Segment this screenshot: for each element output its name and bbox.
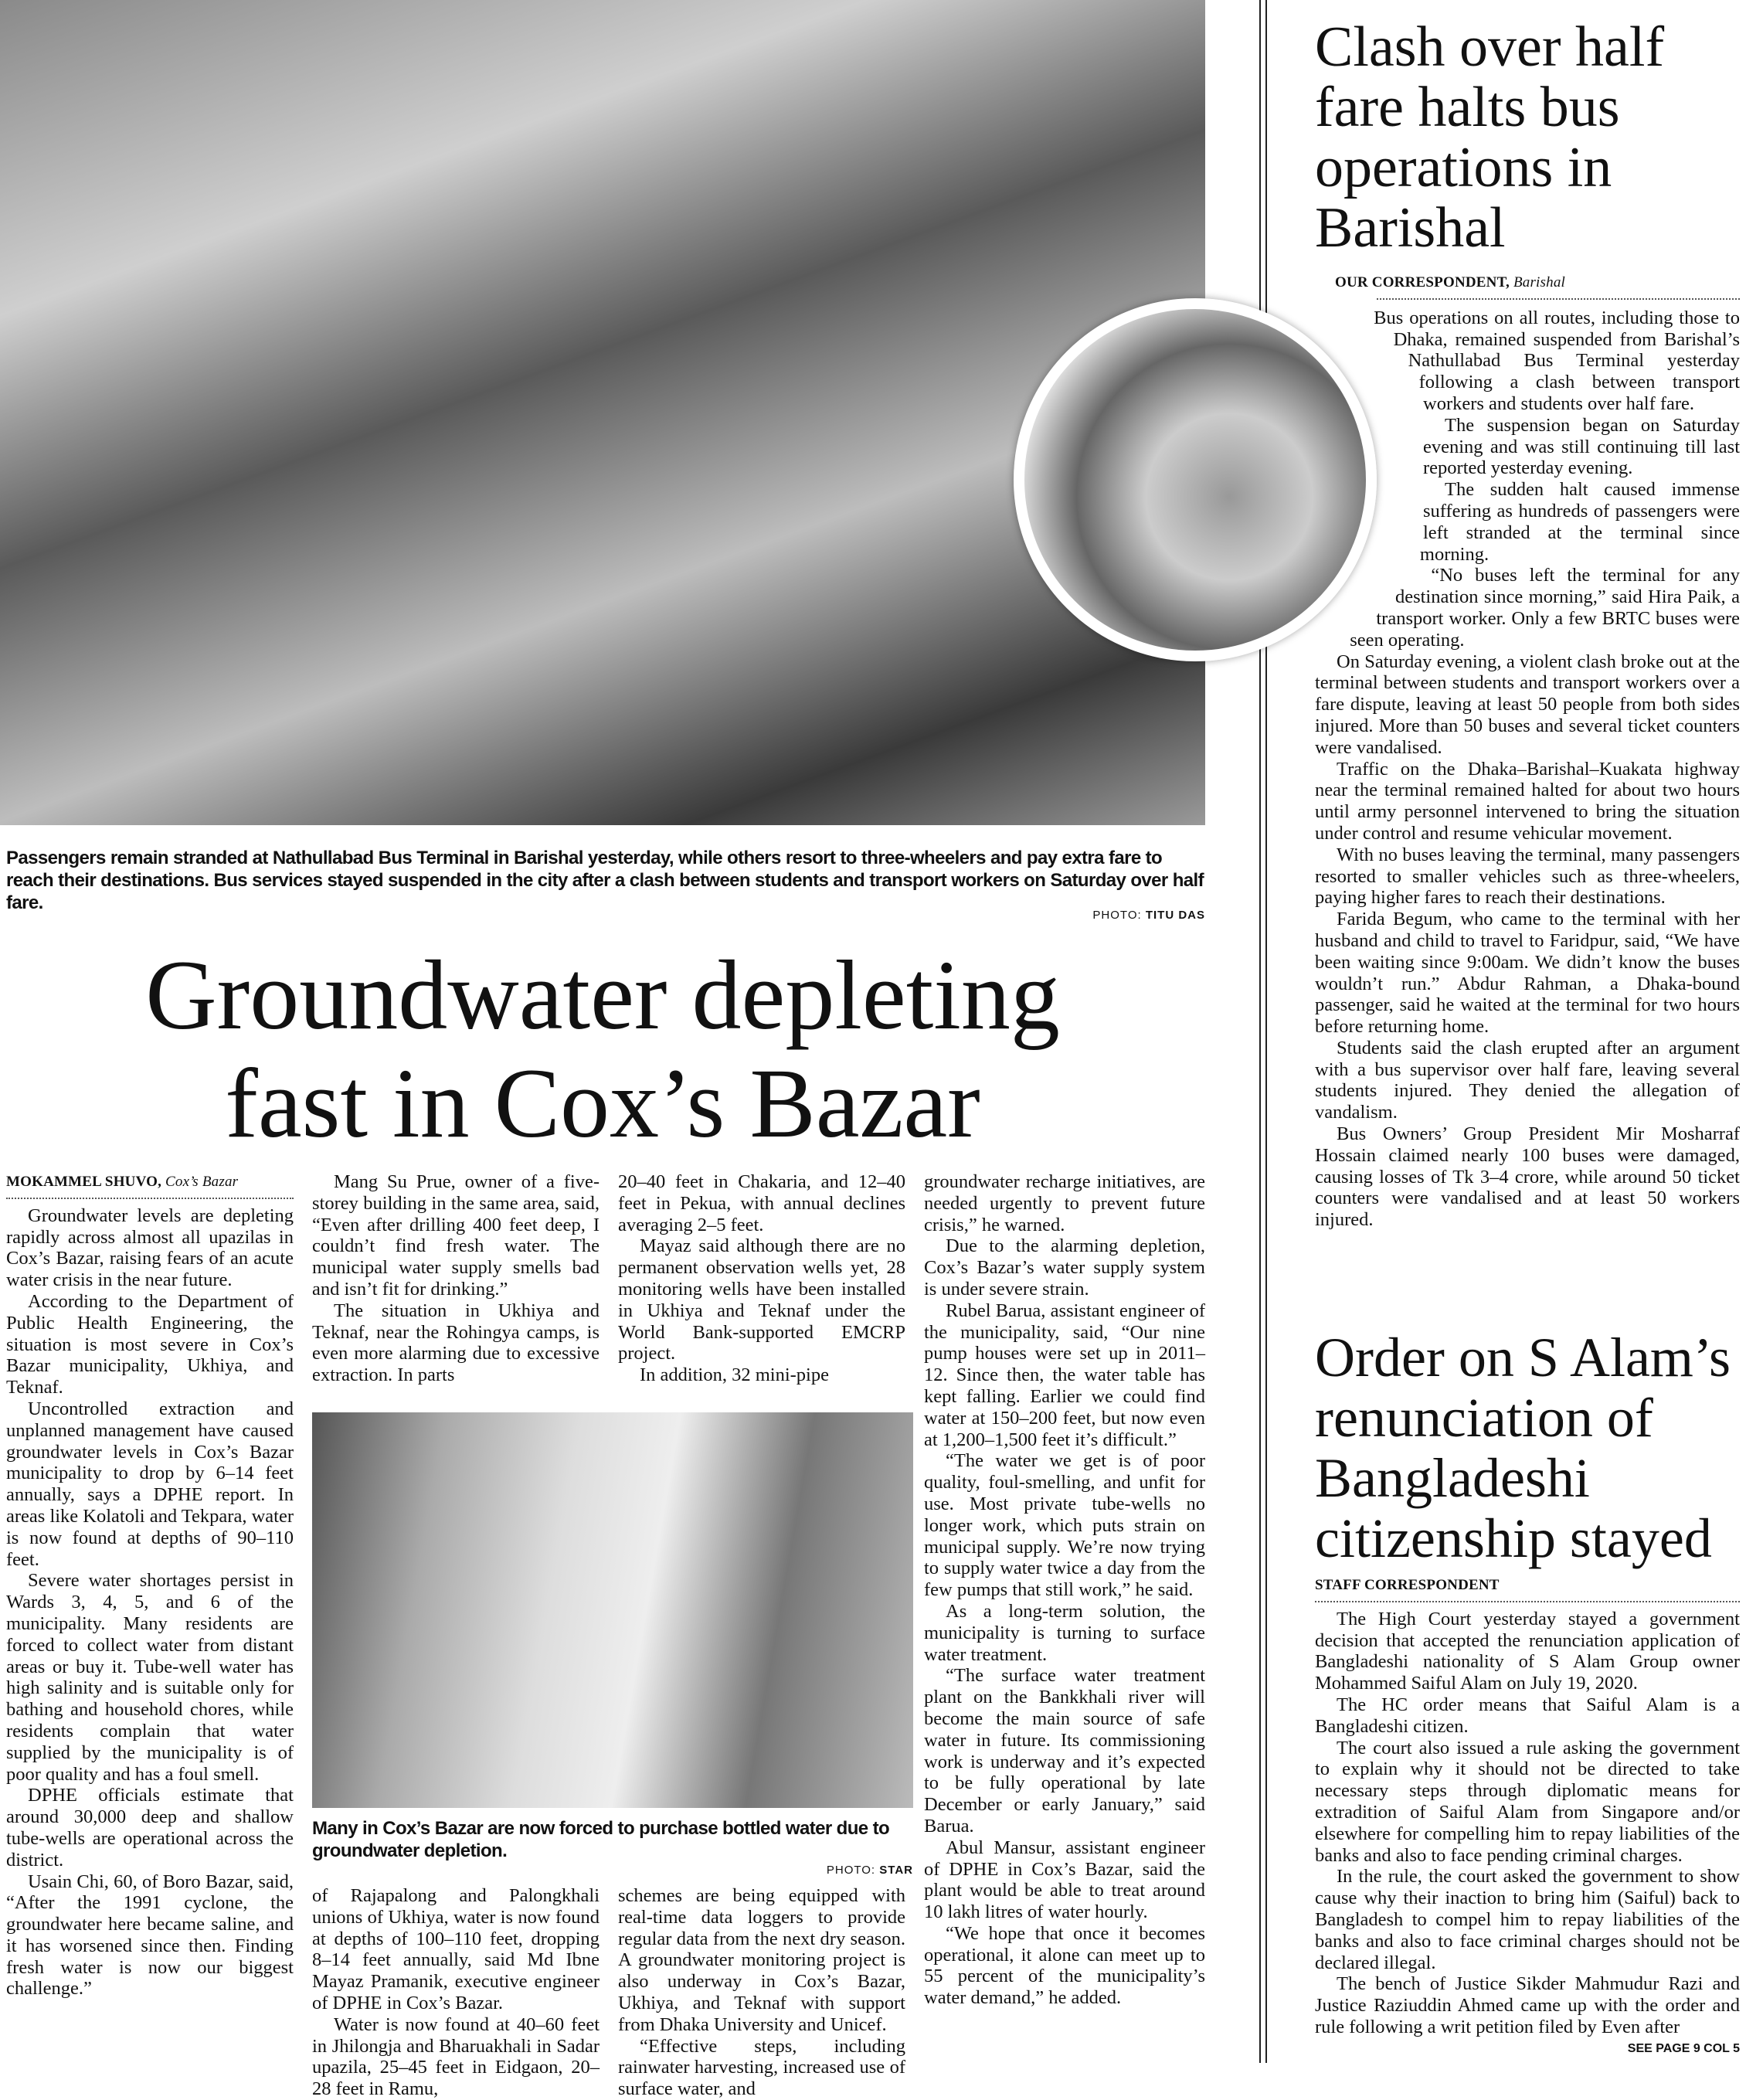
barishal-byline [1335,272,1740,298]
article-paragraph: “The water we get is of poor quality, foul-smelling, and unfit for use. Most private tube-wells no longer work, which puts strain on municipal supply. We’re now trying to supply water twice a day from the few pumps that still work,” he said. [924,1450,1205,1601]
article-paragraph: “We hope that once it becomes operational, it alone can meet up to 55 percent of the municipality’s water demand,” he added. [924,1922,1205,2009]
article-paragraph: of Rajapalong and Palongkhali unions of Ukhiya, water is now found at depths of 100–110 feet, dropping 8–14 feet annually, said Md Ibne Mayaz Pramanik, executive engineer of DPHE in Cox’s Bazar. [312,1885,600,2013]
article-paragraph: schemes are being equipped with real-time data loggers to provide regular data from the next dry season. A groundwater monitoring project is also underway in Cox’s Bazar, Ukhiya, and Teknaf with support from Dhaka University and Unicef. [618,1885,905,2035]
inset-photo-caption: Many in Cox’s Bazar are now forced to purchase bottled water due to groundwater depletion. [312,1818,890,1861]
article-paragraph: According to the Department of Public Health Engineering, the situation is most severe in Cox’s Bazar municipality, Ukhiya, and Teknaf. [6,1290,294,1398]
credit-label: PHOTO: [826,1864,876,1877]
article-paragraph: The bench of Justice Sikder Mahmudur Razi and Justice Raziuddin Ahmed came up with the order and rule following a writ petition filed by Even after [1315,1973,1740,2037]
article-paragraph: The court also issued a rule asking the government to explain why it should not be directed to take necessary steps through diplomatic means for extradition of Saiful Alam from Singapore and/or elsewhere for compelling him to repay liabilities of the banks and also to face pending criminal charges. [1315,1737,1740,1866]
article-paragraph: Bus Owners’ Group President Mir Mosharraf Hossain claimed nearly 100 buses were damaged, causing losses of Tk 3–4 crore, while around 50 ticket counters were vandalised and at least 50 workers injured. [1315,1123,1740,1231]
article-paragraph: Uncontrolled extraction and unplanned management have caused groundwater levels in Cox’s Bazar municipality to drop by 6–14 feet annually, says a DPHE report. In areas like Kolatoli and Tekpara, water is now found at depths of 90–110 feet. [6,1398,294,1570]
article-paragraph: In the rule, the court asked the government to show cause why their inaction to bring him (Saiful) back to Bangladesh to compel him to repay liabilities of the banks and also to face criminal charges should not be declared illegal. [1315,1866,1740,1973]
groundwater-column-2-bottom [312,1885,600,2100]
credit-name: TITU DAS [1145,909,1205,922]
salam-story [1315,1575,1740,2060]
article-paragraph: Water is now found at 40–60 feet in Jhilongja and Bharuakhali in Sadar upazila, 25–45 feet in Eidgaon, 20–28 feet in Ramu, [312,2013,600,2100]
article-paragraph: Traffic on the Dhaka–Barishal–Kuakata highway near the terminal remained halted for about two hours until army personnel intervened to bring the situation under control and resume vehicular movement. [1315,758,1740,844]
article-paragraph: The HC order means that Saiful Alam is a Bangladeshi citizen. [1315,1694,1740,1737]
groundwater-column-1 [6,1171,294,2000]
byline-name: OUR CORRESPONDENT, [1335,274,1510,291]
article-paragraph: Groundwater levels are depleting rapidly across almost all upazilas in Cox’s Bazar, raising fears of an acute water crisis in the near future. [6,1205,294,1291]
article-paragraph: On Saturday evening, a violent clash broke out at the terminal between students and transport workers over a fare dispute, leaving at least 50 people from both sides injured. More than 50 buses and several ticket counters were vandalised. [1315,651,1740,758]
salam-headline: Order on S Alam’s renunciation of Bangladeshi citizenship stayed [1315,1327,1731,1569]
article-paragraph: Severe water shortages persist in Wards 3, 4, 5, and 6 of the municipality. Many residents are forced to collect water from distant areas or buy it. Tube-well water has high salinity and is suitable only for bathing and household chores, while residents complain that water supplied by the municipality is of poor quality and has a foul smell. [6,1570,294,1785]
inset-photo-bottled-water [312,1412,913,1808]
article-paragraph: In addition, 32 mini-pipe [640,1364,829,1386]
article-paragraph: The sudden halt caused immense suffering as hundreds of passengers were left stranded at the terminal since morning. [1419,479,1740,565]
groundwater-column-4 [924,1171,1205,2009]
article-paragraph: Bus operations on all routes, including those to Dhaka, remained suspended from Barishal’s Nathullabad Bus Terminal yesterday following a clash between transport workers and students over half fare. [1374,307,1740,414]
headline-line-2: fast in Cox’s Bazar [225,1048,980,1158]
article-paragraph: The situation in Ukhiya and Teknaf, near the Rohingya camps, is even more alarming due to excessive extraction. In parts [312,1300,600,1386]
groundwater-headline [0,941,1205,1157]
main-photo-caption: Passengers remain stranded at Nathullabad Bus Terminal in Barishal yesterday, while others resort to three-wheelers and pay extra fare to reach their destinations. Bus services stayed suspended in the city after a clash between students and transport workers on Saturday over half fare. [6,848,1204,913]
article-paragraph: DPHE officials estimate that around 30,000 deep and shallow tube-wells are operational across the district. [6,1785,294,1871]
article-paragraph: “Effective steps, including rainwater harvesting, increased use of surface water, and [618,2035,905,2100]
column-divider [1259,0,1267,2063]
byline-place: Barishal [1513,274,1566,291]
article-paragraph: Mayaz said although there are no permanent observation wells yet, 28 monitoring wells have been installed in Ukhiya and Teknaf under the World Bank-supported EMCRP project. [618,1235,905,1364]
article-paragraph: groundwater recharge initiatives, are needed urgently to prevent future crisis,” he warned. [924,1171,1205,1235]
article-paragraph: The High Court yesterday stayed a government decision that accepted the renunciation application of Bangladeshi nationality of S Alam Group owner Mohammed Saiful Alam on July 19, 2020. [1315,1608,1740,1694]
main-photo-credit [927,909,1205,922]
inset-photo-credit [695,1864,913,1877]
article-paragraph: 20–40 feet in Chakaria, and 12–40 feet in Pekua, with annual declines averaging 2–5 feet. [618,1171,905,1235]
credit-name: STAR [879,1864,913,1877]
salam-byline: STAFF CORRESPONDENT [1315,1575,1740,1602]
main-photo-bus-terminal [0,0,1205,825]
byline-place: Cox’s Bazar [165,1174,239,1190]
headline-line-1: Groundwater depleting [145,940,1060,1050]
article-paragraph: Due to the alarming depletion, Cox’s Bazar’s water supply system is under severe strain. [924,1235,1205,1300]
article-paragraph: With no buses leaving the terminal, many passengers resorted to smaller vehicles such as three-wheelers, paying higher fares to reach their destinations. [1315,844,1740,909]
article-paragraph: Usain Chi, 60, of Boro Bazar, said, “After the 1991 cyclone, the groundwater here became saline, and it has worsened since then. Finding fresh water is now our biggest challenge.” [6,1871,294,2000]
article-paragraph: As a long-term solution, the municipality is turning to surface water treatment. [924,1600,1205,1665]
groundwater-column-2-top [312,1171,600,1386]
groundwater-column-3-bottom [618,1885,905,2100]
byline-name: MOKAMMEL SHUVO, [6,1174,162,1190]
article-paragraph: Abul Mansur, assistant engineer of DPHE in Cox’s Bazar, said the plant would be able to treat around 10 lakh litres of water hourly. [924,1837,1205,1923]
credit-label: PHOTO: [1092,909,1142,922]
article-paragraph: Rubel Barua, assistant engineer of the municipality, said, “Our nine pump houses were set up in 2011–12. Since then, the water table has kept falling. Earlier we could find water at 150–200 feet, but now even at 1,200–1,500 feet it’s difficult.” [924,1300,1205,1450]
article-paragraph: “No buses left the terminal for any destination since morning,” said Hira Paik, a transport worker. Only a few BRTC buses were seen operating. [1350,565,1740,651]
groundwater-byline [6,1171,294,1199]
article-paragraph: “The surface water treatment plant on the Bankkhali river will become the main source of safe water in future. Its commissioning work is underway and it’s expected to be fully operational by late December or early January,” said Barua. [924,1665,1205,1837]
article-paragraph: The suspension began on Saturday evening and was still continuing till last reported yesterday evening. [1423,414,1740,479]
jump-line: SEE PAGE 9 COL 5 [1627,2041,1740,2055]
article-paragraph: Farida Begum, who came to the terminal with her husband and child to travel to Faridpur, said, “We have been waiting since 9:00am. We didn’t know the buses wouldn’t run.” Abdur Rahman, a Dhaka-bound passenger, said he waited at the terminal for two hours before returning home. [1315,909,1740,1038]
article-paragraph: Students said the clash erupted after an argument with a bus supervisor over half fare, leaving several students injured. They denied the allegation of vandalism. [1315,1037,1740,1123]
barishal-story [1315,272,1740,1231]
article-paragraph: Mang Su Prue, owner of a five-storey building in the same area, said, “Even after drilling 400 feet deep, I couldn’t find fresh water. The municipal water supply smells bad and isn’t fit for drinking.” [312,1171,600,1300]
barishal-headline: Clash over half fare halts bus operations in Barishal [1315,15,1665,260]
groundwater-column-3-top [618,1171,905,1386]
